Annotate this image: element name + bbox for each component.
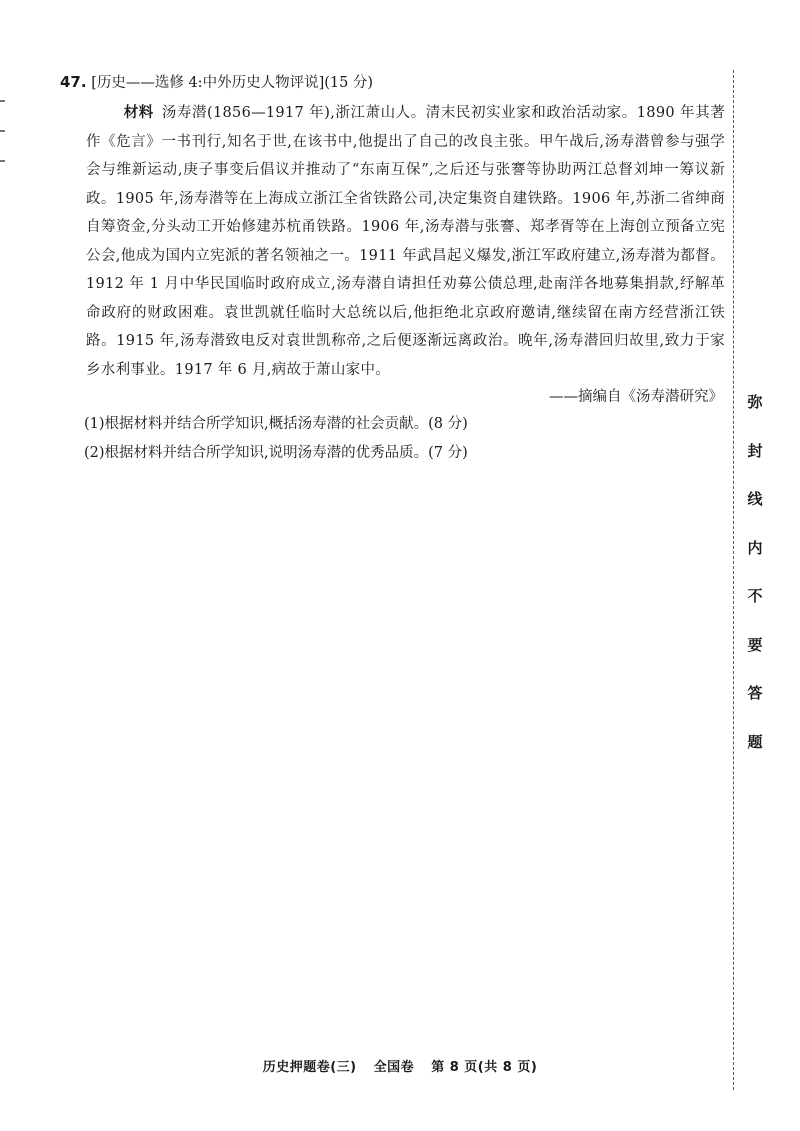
- footer-page-number: 第 8 页(共 8 页): [431, 1060, 538, 1075]
- edge-mark: [0, 130, 5, 132]
- material-source: ——摘编自《汤寿潜研究》: [549, 389, 723, 405]
- material-text: 汤寿潜(1856—1917 年),浙江萧山人。清末民初实业家和政治活动家。1890 年其著作《危言》一书刊行,知名于世,在该书中,他提出了自己的改良主张。甲午战后,汤寿潜曾参与强学会与维新运动,庚子事变后倡议并推动了“东南互保”,之后还与张謇等协助两江总督刘坤一筹议新政。1905 年,汤寿潜等在上海成立浙江全省铁路公司,决定集资自建铁路。1906 年,苏浙二省绅商自筹资金,分头动工开始修建苏杭甬铁路。1906 年,汤寿潜与张謇、郑孝胥等在上海创立预备立宪公会,他成为国内立宪派的著名领袖之一。1911 年武昌起义爆发,浙江军政府建立,汤寿潜为都督。1912 年 1 月中华民国临时政府成立,汤寿潜自请担任劝募公债总理,赴南洋各地募集捐款,纾解革命政府的财政困难。袁世凯就任临时大总统以后,他拒绝北京政府邀请,继续留在南方经营浙江铁路。1915 年,汤寿潜致电反对袁世凯称帝,之后便逐渐远离政治。晚年,汤寿潜回归故里,致力于家乡水利事业。1917 年 6 月,病故于萧山家中。: [86, 105, 725, 378]
- seal-char: 内: [747, 538, 763, 557]
- seal-char: 封: [747, 441, 763, 460]
- sub-question-1: (1)根据材料并结合所学知识,概括汤寿潜的社会贡献。(8 分): [84, 416, 468, 432]
- material-paragraph: [60, 99, 725, 384]
- question-number: 47.: [60, 73, 87, 91]
- seal-char: 题: [747, 732, 763, 751]
- seal-char: 答: [747, 684, 763, 702]
- seal-char: 弥: [747, 393, 763, 411]
- seal-char: 要: [747, 635, 763, 654]
- page-footer: [0, 1056, 800, 1075]
- footer-exam-name: 历史押题卷(三): [262, 1060, 357, 1075]
- material-label: 材料: [123, 105, 154, 121]
- footer-paper: 全国卷: [373, 1060, 415, 1075]
- seal-dashed-line: [733, 70, 734, 1090]
- seal-char: 不: [747, 587, 763, 605]
- edge-mark: [0, 160, 5, 162]
- sub-question-2: (2)根据材料并结合所学知识,说明汤寿潜的优秀品质。(7 分): [84, 445, 468, 461]
- question-47: [60, 72, 725, 468]
- binding-edge-marks: [0, 100, 8, 190]
- seal-line-notice: [745, 392, 765, 780]
- edge-mark: [0, 100, 5, 102]
- question-title: [历史——选修 4:中外历史人物评说](15 分): [91, 75, 374, 91]
- question-heading: [60, 72, 725, 93]
- seal-char: 线: [747, 490, 763, 508]
